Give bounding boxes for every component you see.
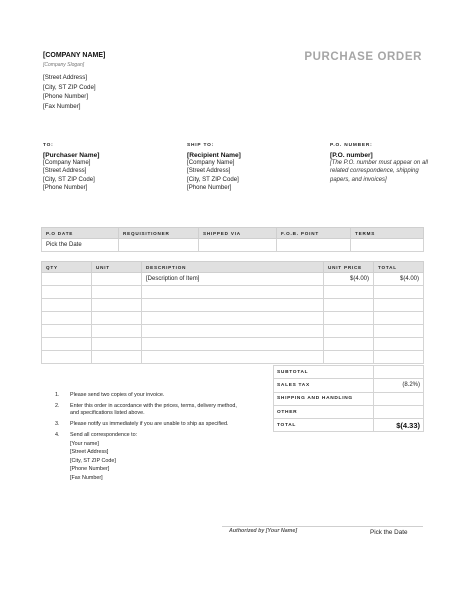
fob-point-header: F.O.B. POINT: [277, 228, 351, 239]
shipped-via-field[interactable]: [199, 239, 277, 252]
purchaser-name: [Purchaser Name]: [43, 152, 100, 159]
company-street: [Street Address]: [43, 74, 88, 81]
po-number-block: [330, 143, 430, 184]
description-cell[interactable]: [142, 351, 324, 364]
po-date-header: P.O DATE: [42, 228, 119, 239]
total-header: TOTAL: [374, 262, 424, 273]
unit-cell[interactable]: [92, 286, 142, 299]
total-label: TOTAL: [274, 419, 374, 432]
line-total-cell: [374, 338, 424, 351]
table-row: [42, 325, 424, 338]
unit-price-cell[interactable]: [324, 312, 374, 325]
subtotal-label: SUBTOTAL: [274, 366, 374, 379]
totals-table: [273, 365, 424, 432]
unit-price-cell[interactable]: [324, 286, 374, 299]
correspondence-address: [70, 440, 240, 482]
description-cell[interactable]: [142, 312, 324, 325]
unit-cell[interactable]: [92, 338, 142, 351]
unit-cell[interactable]: [92, 273, 142, 286]
note-number: 3.: [55, 421, 60, 427]
recipient-street: [Street Address]: [187, 167, 231, 175]
note-text: Enter this order in accordance with the prices, terms, delivery method, and specifications listed above.: [70, 403, 237, 416]
items-table: [41, 261, 424, 364]
subtotal-row: [274, 366, 424, 379]
purchaser-company: [Company Name]: [43, 159, 91, 166]
company-fax: [Fax Number]: [43, 102, 81, 110]
recipient-name: [Recipient Name]: [187, 152, 241, 159]
line-total-cell: [374, 286, 424, 299]
sales-tax-value[interactable]: (8.2%): [374, 379, 424, 392]
company-slogan: [Company Slogan]: [43, 62, 85, 68]
company-phone: [Phone Number]: [43, 93, 89, 100]
unit-cell[interactable]: [92, 325, 142, 338]
company-city: [City, ST ZIP Code]: [43, 83, 96, 91]
unit-price-header: UNIT PRICE: [324, 262, 374, 273]
line-total-cell: [374, 299, 424, 312]
shipping-row: [274, 392, 424, 405]
description-cell[interactable]: [142, 299, 324, 312]
sales-tax-row: [274, 379, 424, 392]
qty-cell[interactable]: [42, 273, 92, 286]
purchaser-phone: [Phone Number]: [43, 183, 88, 191]
shipping-value[interactable]: [374, 392, 424, 405]
subtotal-value: [374, 366, 424, 379]
authorized-by[interactable]: Authorized by [Your Name]: [229, 528, 298, 534]
description-header: DESCRIPTION: [142, 262, 324, 273]
qty-cell[interactable]: [42, 312, 92, 325]
purchaser-city: [City, ST ZIP Code]: [43, 175, 95, 183]
qty-header: QTY: [42, 262, 92, 273]
line-total-cell: [374, 312, 424, 325]
note-number: 2.: [55, 403, 60, 409]
order-info-header-row: [42, 228, 424, 239]
po-number-note: [The P.O. number must appear on all related correspondence, shipping papers, and invoices]: [330, 160, 428, 183]
requisitioner-field[interactable]: [119, 239, 199, 252]
unit-cell[interactable]: [92, 299, 142, 312]
table-row: [42, 338, 424, 351]
qty-cell[interactable]: [42, 299, 92, 312]
correspondence-phone: [Phone Number]: [70, 466, 110, 473]
total-row: [274, 419, 424, 432]
po-number-value[interactable]: [P.O. number]: [330, 152, 373, 159]
total-value: $(4.33): [374, 419, 424, 432]
other-value[interactable]: [374, 405, 424, 418]
po-number-label: P.O. NUMBER:: [330, 143, 373, 148]
description-cell[interactable]: [142, 286, 324, 299]
note-number: 4.: [55, 432, 60, 438]
note-text: Send all correspondence to:: [70, 432, 138, 438]
terms-field[interactable]: [351, 239, 424, 252]
document-title: PURCHASE ORDER: [304, 51, 422, 63]
qty-cell[interactable]: [42, 338, 92, 351]
shipping-label: SHIPPING AND HANDLING: [274, 392, 374, 405]
correspondence-city: [City, ST ZIP Code]: [70, 457, 116, 464]
table-row: [42, 273, 424, 286]
table-row: [42, 312, 424, 325]
list-item: [55, 392, 240, 399]
ship-to-label: SHIP TO:: [187, 143, 215, 148]
table-row: [42, 351, 424, 364]
description-cell[interactable]: [142, 325, 324, 338]
terms-header: TERMS: [351, 228, 424, 239]
company-name: [COMPANY NAME]: [43, 52, 106, 59]
unit-price-cell[interactable]: [324, 351, 374, 364]
recipient-city: [City, ST ZIP Code]: [187, 175, 239, 183]
unit-price-cell[interactable]: $(4.00): [324, 273, 374, 286]
list-item: [55, 421, 240, 428]
sales-tax-label: SALES TAX: [274, 379, 374, 392]
po-date-field[interactable]: Pick the Date: [42, 239, 119, 252]
purchaser-street: [Street Address]: [43, 167, 87, 175]
table-row: [42, 299, 424, 312]
unit-cell[interactable]: [92, 312, 142, 325]
unit-price-cell[interactable]: [324, 325, 374, 338]
items-header-row: [42, 262, 424, 273]
line-total-cell: [374, 351, 424, 364]
order-info-row: [42, 239, 424, 252]
correspondence-name: [Your name]: [70, 441, 99, 447]
company-address: [43, 73, 96, 111]
unit-header: UNIT: [92, 262, 142, 273]
correspondence-street: [Street Address]: [70, 449, 109, 456]
other-row: [274, 405, 424, 418]
unit-cell[interactable]: [92, 351, 142, 364]
note-text: Please notify us immediately if you are unable to ship as specified.: [70, 421, 229, 427]
signature-line: [222, 526, 423, 527]
recipient-company: [Company Name]: [187, 159, 235, 166]
line-total-cell: $(4.00): [374, 273, 424, 286]
qty-cell[interactable]: [42, 325, 92, 338]
other-label: OTHER: [274, 405, 374, 418]
correspondence-fax: [Fax Number]: [70, 474, 103, 481]
recipient-phone: [Phone Number]: [187, 183, 232, 191]
fob-point-field[interactable]: [277, 239, 351, 252]
qty-cell[interactable]: [42, 351, 92, 364]
instructions-list: [55, 392, 240, 482]
table-row: [42, 286, 424, 299]
list-item: [55, 403, 240, 417]
line-total-cell: [374, 325, 424, 338]
note-text: Please send two copies of your invoice.: [70, 392, 165, 398]
unit-price-cell[interactable]: [324, 338, 374, 351]
to-block: [43, 143, 173, 192]
qty-cell[interactable]: [42, 286, 92, 299]
unit-price-cell[interactable]: [324, 299, 374, 312]
to-label: TO:: [43, 143, 54, 148]
order-info-table: [41, 227, 424, 252]
description-cell[interactable]: [Description of Item]: [142, 273, 324, 286]
ship-to-block: [187, 143, 317, 192]
list-item: [55, 432, 240, 439]
description-cell[interactable]: [142, 338, 324, 351]
signature-date[interactable]: Pick the Date: [370, 529, 408, 536]
note-number: 1.: [55, 392, 60, 398]
shipped-via-header: SHIPPED VIA: [199, 228, 277, 239]
requisitioner-header: REQUISITIONER: [119, 228, 199, 239]
